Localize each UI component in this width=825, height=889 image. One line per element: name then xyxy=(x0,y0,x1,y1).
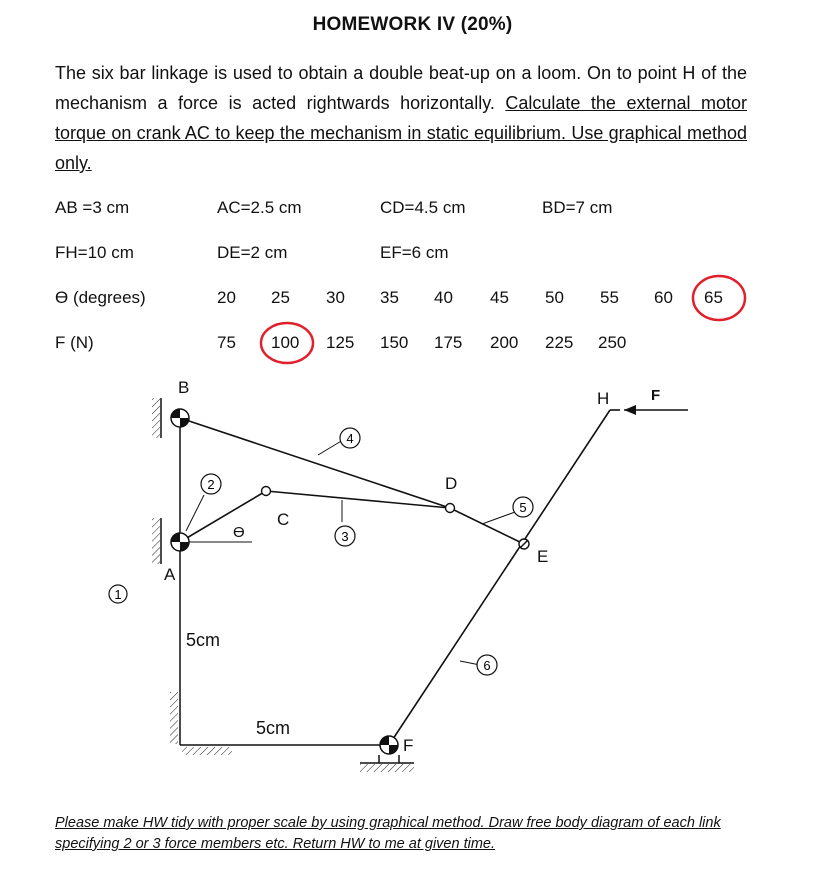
links xyxy=(180,410,620,745)
label-f: F xyxy=(403,736,414,755)
force-value: 250 xyxy=(598,333,627,352)
ground-frame xyxy=(152,398,414,772)
theta-value: 55 xyxy=(600,288,619,307)
force-value: 225 xyxy=(545,333,574,352)
dim-fh: FH=10 cm xyxy=(55,243,134,262)
joint-a xyxy=(171,533,189,551)
joint-d xyxy=(446,504,455,513)
force-value-selected: 100 xyxy=(271,333,300,352)
pin-joints xyxy=(262,487,530,550)
link-number: 6 xyxy=(483,658,491,673)
dim-horizontal-label: 5cm xyxy=(256,718,291,738)
force-arrow xyxy=(624,405,688,415)
theta-value: 25 xyxy=(271,288,290,307)
dim-cd: CD=4.5 cm xyxy=(380,198,466,217)
theta-value: 40 xyxy=(434,288,453,307)
label-c: C xyxy=(277,510,290,529)
theta-value: 60 xyxy=(654,288,673,307)
dim-ef: EF=6 cm xyxy=(380,243,449,262)
problem-text: The six bar linkage is used to obtain a double beat-up on a loom. On to point H of the mechanism a force is acted rightwards horizontally. xyxy=(55,63,747,113)
joint-b xyxy=(171,409,189,427)
link-4-bd xyxy=(180,418,450,508)
label-h: H xyxy=(597,389,610,408)
selection-circle-force xyxy=(261,323,313,363)
theta-label: ϴ (degrees) xyxy=(55,288,146,307)
label-force: F xyxy=(651,387,661,404)
link-6-fh xyxy=(389,410,610,745)
dim-vertical-label: 5cm xyxy=(186,630,221,650)
page-title: HOMEWORK IV (20%) xyxy=(312,14,513,35)
link-5-de xyxy=(450,508,524,544)
label-e: E xyxy=(537,547,549,566)
dim-bd: BD=7 cm xyxy=(542,198,613,217)
theta-value: 50 xyxy=(545,288,564,307)
selection-circle-theta xyxy=(693,276,745,320)
footer-note: Please make HW tidy with proper scale by using graphical method. Draw free body diagram of each link specifying 2 or 3 force members etc. Return HW to me at given time. xyxy=(55,815,721,852)
problem-task: Calculate the external motor torque on crank AC to keep the mechanism in static equilibrium. Use graphical method only. xyxy=(55,93,747,173)
link-number: 1 xyxy=(114,587,122,602)
theta-value: 35 xyxy=(380,288,399,307)
point-labels xyxy=(164,378,660,755)
joint-f xyxy=(379,736,399,763)
label-d: D xyxy=(445,474,458,493)
link-number: 2 xyxy=(207,477,215,492)
theta-value: 45 xyxy=(490,288,509,307)
theta-value-selected: 65 xyxy=(704,288,723,307)
link-number: 3 xyxy=(341,529,349,544)
label-theta: ϴ xyxy=(233,524,245,541)
dim-de: DE=2 cm xyxy=(217,243,288,262)
joint-c xyxy=(262,487,271,496)
link-number: 5 xyxy=(519,500,527,515)
label-b: B xyxy=(178,378,190,397)
dim-ac: AC=2.5 cm xyxy=(217,198,302,217)
theta-value: 30 xyxy=(326,288,345,307)
dim-ab: AB =3 cm xyxy=(55,198,130,217)
force-value: 150 xyxy=(380,333,409,352)
force-value: 175 xyxy=(434,333,463,352)
force-value: 75 xyxy=(217,333,236,352)
link-number: 4 xyxy=(346,431,354,446)
force-value: 200 xyxy=(490,333,519,352)
force-value: 125 xyxy=(326,333,355,352)
theta-value: 20 xyxy=(217,288,236,307)
label-a: A xyxy=(164,565,176,584)
force-label: F (N) xyxy=(55,333,94,352)
